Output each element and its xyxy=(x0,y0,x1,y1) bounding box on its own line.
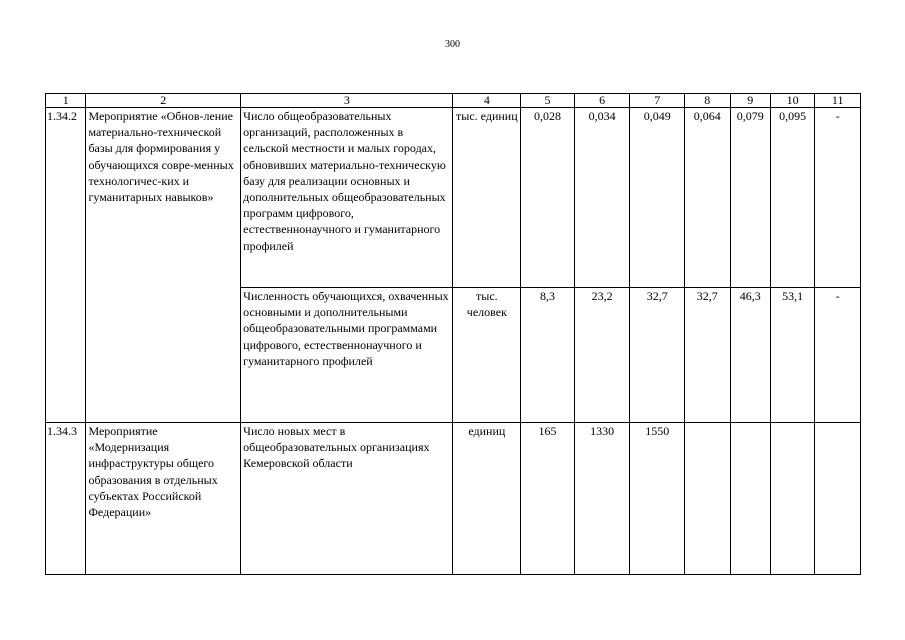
measure-name: Мероприятие «Обнов-ление материально-технической базы для формирования у обучающихся совре-менных технологичес-ких и гуманитарных навыков» xyxy=(86,108,241,288)
indicator-value xyxy=(770,423,814,575)
table-row xyxy=(46,108,861,288)
indicator-value: 32,7 xyxy=(685,288,731,423)
indicator-unit: тыс. человек xyxy=(453,288,521,423)
column-header: 2 xyxy=(86,94,241,108)
indicator-value: 165 xyxy=(521,423,575,575)
indicator-value: 0,064 xyxy=(685,108,731,288)
indicator-value: 0,049 xyxy=(630,108,685,288)
column-header: 10 xyxy=(770,94,814,108)
column-header: 11 xyxy=(815,94,861,108)
indicator-value: 32,7 xyxy=(630,288,685,423)
table-row xyxy=(46,288,861,423)
indicator-value: 0,095 xyxy=(770,108,814,288)
measure-name-continued xyxy=(86,288,241,423)
column-header: 3 xyxy=(241,94,453,108)
measure-name: Мероприятие «Модернизация инфраструктуры общего образования в отдельных субъектах Российской Федерации» xyxy=(86,423,241,575)
indicator-value: 53,1 xyxy=(770,288,814,423)
indicator-value xyxy=(685,423,731,575)
indicator-unit: единиц xyxy=(453,423,521,575)
indicator-name: Число общеобразовательных организаций, расположенных в сельской местности и малых городах, обновивших материально-техническую базу для реализации основных и дополнительных общеобразовательных программ цифрового, естественнонаучного и гуманитарного профилей xyxy=(241,108,453,288)
column-header: 1 xyxy=(46,94,86,108)
measure-number: 1.34.3 xyxy=(46,423,86,575)
indicator-value: 1550 xyxy=(630,423,685,575)
page-number: 300 xyxy=(445,39,460,50)
indicator-unit: тыс. единиц xyxy=(453,108,521,288)
column-header: 9 xyxy=(730,94,770,108)
column-header: 8 xyxy=(685,94,731,108)
column-header: 6 xyxy=(574,94,630,108)
measure-number: 1.34.2 xyxy=(46,108,86,288)
indicator-name: Число новых мест в общеобразовательных организациях Кемеровской области xyxy=(241,423,453,575)
indicator-value xyxy=(730,423,770,575)
indicator-value: 23,2 xyxy=(574,288,630,423)
measure-number-continued xyxy=(46,288,86,423)
indicator-name: Численность обучающихся, охваченных основными и дополнительными общеобразовательными программами цифрового, естественнонаучного и гуманитарного профилей xyxy=(241,288,453,423)
indicator-value: 46,3 xyxy=(730,288,770,423)
indicators-table xyxy=(45,93,861,575)
indicator-value: 1330 xyxy=(574,423,630,575)
indicator-value: 0,034 xyxy=(574,108,630,288)
indicator-value xyxy=(815,423,861,575)
table-header-row xyxy=(46,94,861,108)
table-row xyxy=(46,423,861,575)
column-header: 5 xyxy=(521,94,575,108)
indicator-value: 0,028 xyxy=(521,108,575,288)
indicator-value: 0,079 xyxy=(730,108,770,288)
indicator-value: - xyxy=(815,108,861,288)
column-header: 7 xyxy=(630,94,685,108)
indicator-value: 8,3 xyxy=(521,288,575,423)
column-header: 4 xyxy=(453,94,521,108)
indicator-value: - xyxy=(815,288,861,423)
